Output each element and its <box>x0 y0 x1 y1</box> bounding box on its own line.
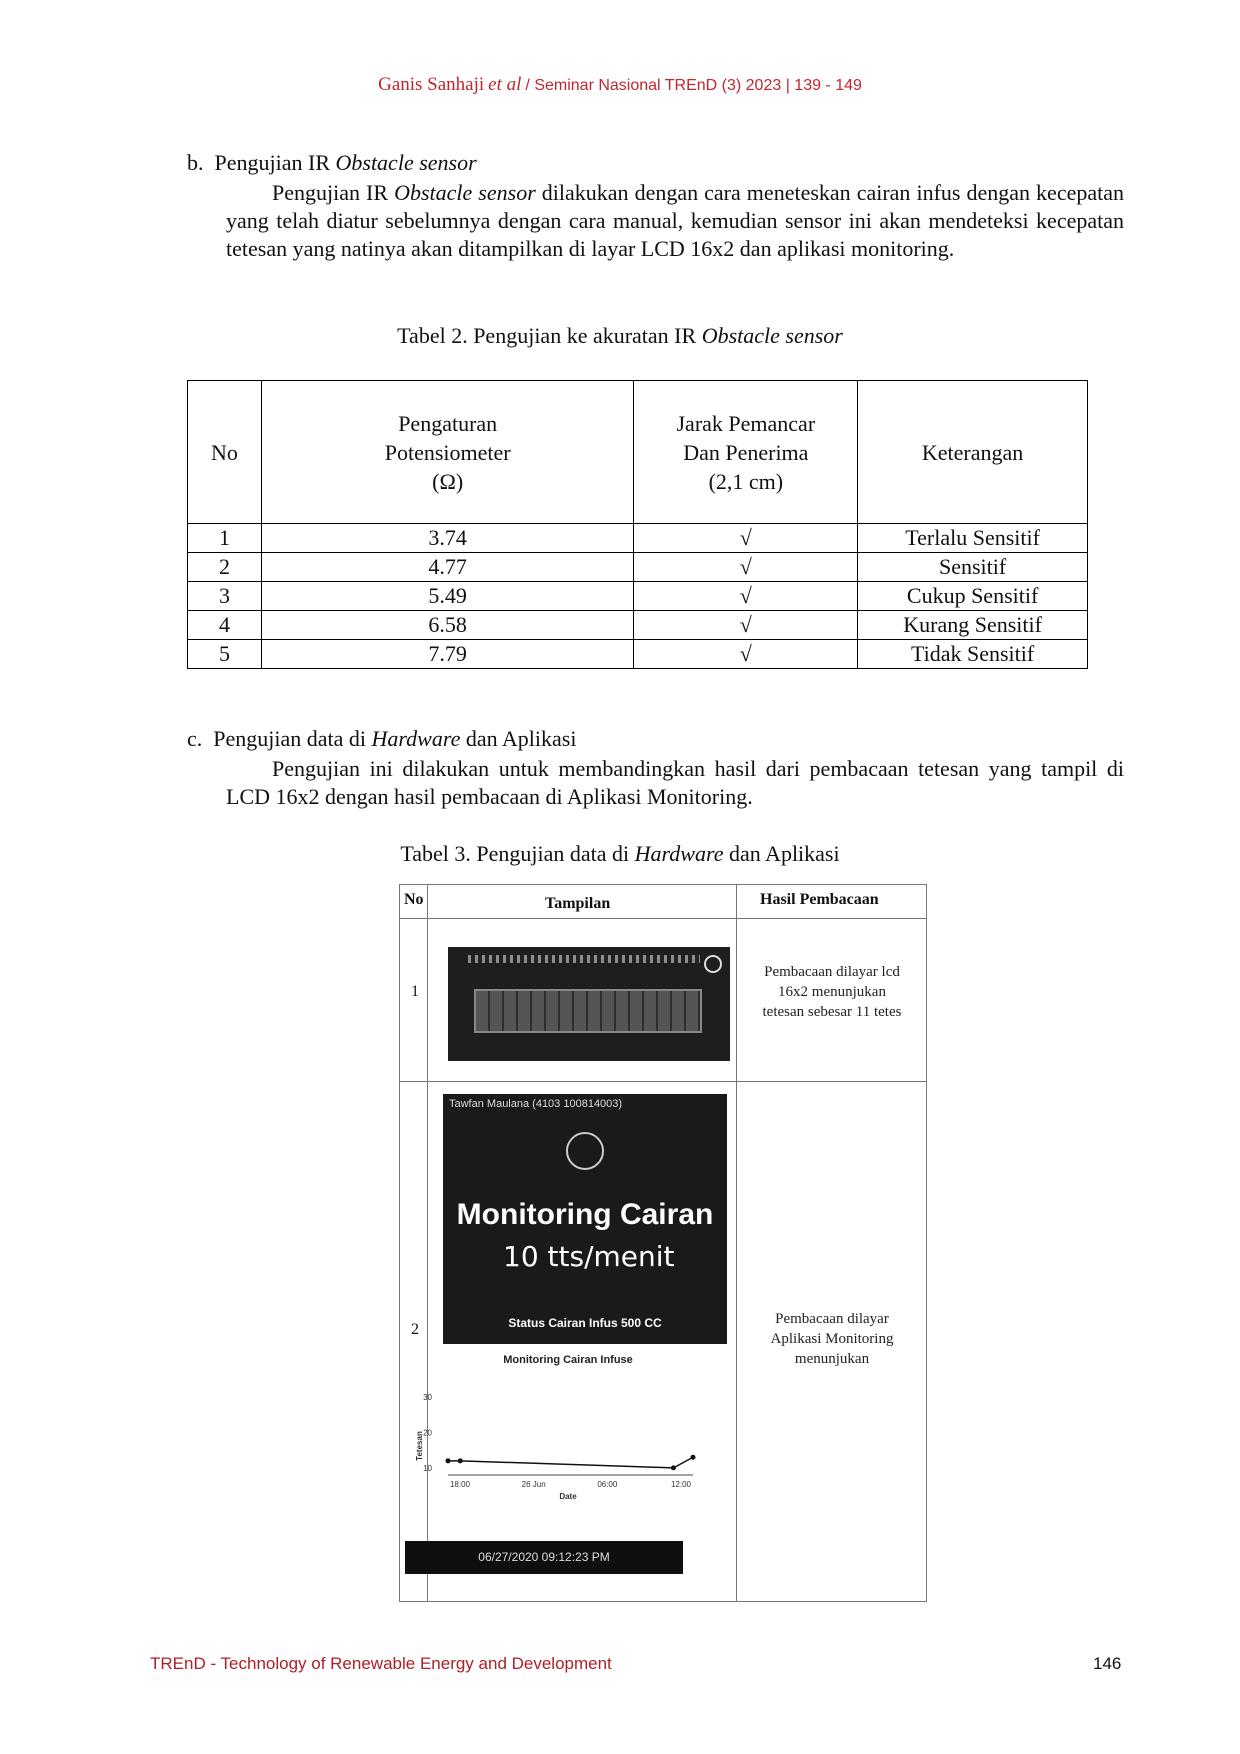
table2 <box>187 380 1088 669</box>
table-row <box>188 524 1088 553</box>
section-b-title-italic: Obstacle sensor <box>335 150 477 175</box>
cell-jarak: √ <box>634 524 858 553</box>
y-tick-label: 10 <box>423 1463 432 1473</box>
table3-header-tampilan: Tampilan <box>545 895 611 912</box>
x-tick-label: 26 Jun <box>521 1480 546 1489</box>
cell-jarak: √ <box>634 611 858 640</box>
cell-pot: 3.74 <box>261 524 634 553</box>
cell-ket: Kurang Sensitif <box>858 611 1088 640</box>
table3-row2-no: 2 <box>411 1321 419 1338</box>
cell-no: 4 <box>188 611 262 640</box>
app-status: Status Cairan Infus 500 CC <box>508 1316 662 1330</box>
header-pot-line1: Pengaturan <box>398 410 498 436</box>
table3-row1-no: 1 <box>411 983 419 1000</box>
table-row <box>188 640 1088 669</box>
cell-ket: Sensitif <box>858 553 1088 582</box>
footer-journal: TREnD - Technology of Renewable Energy and Development <box>150 1654 612 1673</box>
section-c-title-plain2: dan Aplikasi <box>460 726 577 751</box>
table3-caption-plain2: dan Aplikasi <box>723 841 840 866</box>
section-c-letter: c. <box>187 726 203 751</box>
table3-header-no: No <box>404 891 424 908</box>
table3-header-hasil: Hasil Pembacaan <box>760 891 879 908</box>
lcd-photo <box>448 947 730 1061</box>
data-point <box>671 1465 676 1470</box>
table2-header-jarak <box>634 381 858 524</box>
section-b-p-start: Pengujian IR <box>272 180 395 205</box>
section-b-p-italic: Obstacle sensor <box>394 180 536 205</box>
table3-divider <box>400 918 926 919</box>
row2-desc-line2: Aplikasi Monitoring <box>770 1331 894 1347</box>
app-user: Tawfan Maulana (4103 100814003) <box>449 1098 623 1110</box>
x-axis-label: Date <box>559 1492 577 1501</box>
app-rate: 10 tts/menit <box>503 1240 675 1273</box>
table2-header-no: No <box>188 381 262 524</box>
lcd-knob <box>704 955 722 973</box>
section-b-letter: b. <box>187 150 204 175</box>
app-datetime: 06/27/2020 09:12:23 PM <box>405 1541 683 1574</box>
row2-desc-line3: menunjukan <box>794 1351 870 1367</box>
cell-pot: 7.79 <box>261 640 634 669</box>
table3-divider <box>400 1081 926 1082</box>
cell-pot: 4.77 <box>261 553 634 582</box>
app-logo-icon <box>566 1132 604 1170</box>
series-line <box>448 1457 693 1468</box>
monitoring-chart <box>408 1351 728 1516</box>
section-b-title <box>187 150 477 176</box>
section-c-paragraph-text: Pengujian ini dilakukan untuk membandingkan hasil dari pembacaan tetesan yang tampil di LCD 16x2 dengan hasil pembacaan di Aplikasi Monitoring. <box>226 756 1124 809</box>
cell-no: 3 <box>188 582 262 611</box>
cell-no: 5 <box>188 640 262 669</box>
table2-header-row <box>188 381 1088 524</box>
header-jarak-line3: (2,1 cm) <box>708 468 784 494</box>
table2-caption <box>0 323 1240 349</box>
cell-jarak: √ <box>634 640 858 669</box>
row1-desc-line1: Pembacaan dilayar lcd <box>764 964 900 980</box>
header-pot-line3: (Ω) <box>432 468 464 494</box>
table3-row1-desc <box>740 962 924 1022</box>
section-c-paragraph <box>226 755 1124 811</box>
chart-title: Monitoring Cairan Infuse <box>503 1354 633 1366</box>
table3-scan <box>399 884 927 1602</box>
cell-ket: Tidak Sensitif <box>858 640 1088 669</box>
section-b-p-rest: dilakukan dengan cara meneteskan cairan infus dengan kecepatan yang telah diatur sebelumnya dengan cara manual, kemudian sensor ini akan mendeteksi kecepatan tetesan yang natinya akan ditampilkan di layar LCD 16x2 dan aplikasi monitoring. <box>226 180 1124 261</box>
app-title: Monitoring Cairan <box>456 1198 714 1231</box>
cell-jarak: √ <box>634 582 858 611</box>
x-tick-label: 12:00 <box>670 1480 692 1489</box>
table-row <box>188 582 1088 611</box>
app-screenshot <box>443 1094 727 1344</box>
y-tick-label: 20 <box>423 1428 432 1438</box>
x-tick-label: 18:00 <box>449 1480 471 1489</box>
table2-header-pot <box>261 381 634 524</box>
cell-jarak: √ <box>634 553 858 582</box>
table-row <box>188 553 1088 582</box>
table3-row2-desc <box>740 1309 924 1369</box>
cell-pot: 5.49 <box>261 582 634 611</box>
row2-desc-line1: Pembacaan dilayar <box>775 1311 889 1327</box>
page-number: 146 <box>1093 1654 1122 1673</box>
header-authors: Ganis Sanhaji <box>378 74 485 95</box>
data-point <box>458 1458 463 1463</box>
lcd-pin-strip <box>468 955 700 963</box>
cell-no: 2 <box>188 553 262 582</box>
header-conference: / Seminar Nasional TREnD (3) 2023 | 139 - 149 <box>525 77 862 94</box>
row1-desc-line3: tetesan sebesar 11 tetes <box>762 1004 902 1020</box>
cell-no: 1 <box>188 524 262 553</box>
table3-divider <box>736 885 737 1601</box>
data-point <box>691 1455 696 1460</box>
y-tick-label: 30 <box>423 1393 432 1402</box>
row1-desc-line2: 16x2 menunjukan <box>778 984 886 1000</box>
header-jarak-line2: Dan Penerima <box>683 439 809 465</box>
cell-ket: Terlalu Sensitif <box>858 524 1088 553</box>
table3-caption <box>0 841 1240 867</box>
y-axis-label: Tetesan <box>415 1431 424 1461</box>
table2-header-ket: Keterangan <box>858 381 1088 524</box>
header-pot-line2: Potensiometer <box>384 439 511 465</box>
section-c-title-plain1: Pengujian data di <box>213 726 372 751</box>
table2-caption-plain: Tabel 2. Pengujian ke akuratan IR <box>397 323 702 348</box>
section-c-title-italic: Hardware <box>371 726 461 751</box>
section-b-paragraph <box>226 179 1124 263</box>
header-etal: et al <box>488 74 522 95</box>
lcd-screen <box>474 989 702 1033</box>
table3-caption-plain1: Tabel 3. Pengujian data di <box>400 841 635 866</box>
section-c-title <box>187 726 576 752</box>
data-point <box>446 1458 451 1463</box>
x-tick-label: 06:00 <box>597 1480 618 1489</box>
cell-ket: Cukup Sensitif <box>858 582 1088 611</box>
table3-caption-italic: Hardware <box>634 841 724 866</box>
cell-pot: 6.58 <box>261 611 634 640</box>
section-b-title-plain: Pengujian IR <box>214 150 336 175</box>
running-header <box>0 74 1240 96</box>
header-jarak-line1: Jarak Pemancar <box>676 410 816 436</box>
table-row <box>188 611 1088 640</box>
table2-caption-italic: Obstacle sensor <box>701 323 843 348</box>
